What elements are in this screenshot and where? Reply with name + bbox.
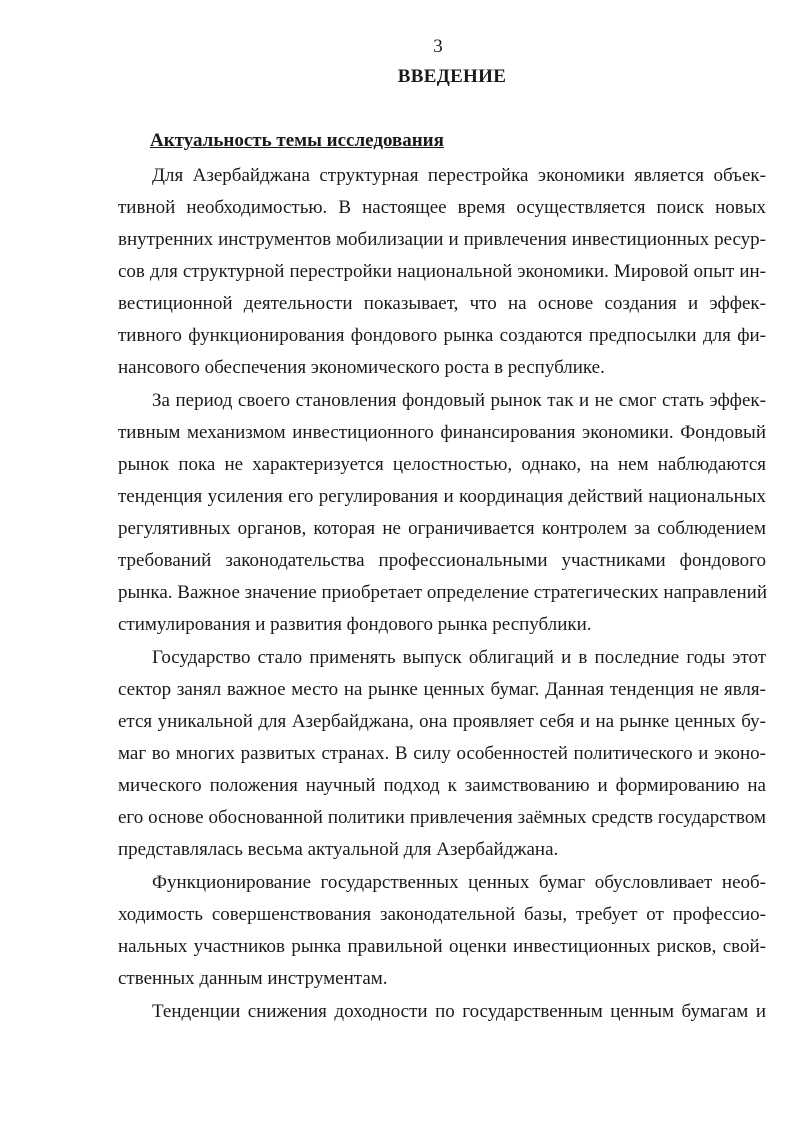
text-line: рынка. Важное значение приобретает определение стратегических направлений bbox=[118, 582, 767, 603]
text-line: стимулирования и развития фондового рынка республики. bbox=[118, 614, 592, 635]
text-line: Государство стало применять выпуск облигаций и в последние годы этот bbox=[152, 647, 766, 668]
text-line: маг во многих развитых странах. В силу особенностей политического и эконо- bbox=[118, 743, 766, 764]
text-line: нальных участников рынка правильной оценки инвестиционных рисков, свой- bbox=[118, 936, 766, 957]
text-line: вестиционной деятельности показывает, что на основе создания и эффек- bbox=[118, 293, 766, 314]
text-line: сов для структурной перестройки национальной экономики. Мировой опыт ин- bbox=[118, 261, 766, 282]
text-line: тивной необходимостью. В настоящее время осуществляется поиск новых bbox=[118, 197, 766, 218]
text-line: ственных данным инструментам. bbox=[118, 968, 388, 989]
text-line: Тенденции снижения доходности по государственным ценным бумагам и bbox=[152, 1001, 766, 1022]
text-line: Функционирование государственных ценных бумаг обусловливает необ- bbox=[152, 872, 766, 893]
paragraph bbox=[118, 160, 766, 384]
text-line: требований законодательства профессиональными участниками фондового bbox=[118, 550, 766, 571]
paragraph bbox=[118, 385, 766, 641]
text-line: мического положения научный подход к заимствованию и формированию на bbox=[118, 775, 766, 796]
section-heading: ВВЕДЕНИЕ bbox=[397, 66, 507, 87]
text-line: представлялась весьма актуальной для Азербайджана. bbox=[118, 839, 559, 860]
text-line: внутренних инструментов мобилизации и привлечения инвестиционных ресур- bbox=[118, 229, 766, 250]
paragraph bbox=[118, 867, 766, 995]
text-line: тенденция усиления его регулирования и координация действий национальных bbox=[118, 486, 766, 507]
body-text bbox=[118, 160, 766, 1029]
text-line: нансового обеспечения экономического роста в республике. bbox=[118, 357, 605, 378]
text-line: тивным механизмом инвестиционного финансирования экономики. Фондовый bbox=[118, 422, 766, 443]
page-number: 3 bbox=[433, 36, 443, 57]
text-line: Для Азербайджана структурная перестройка экономики является объек- bbox=[152, 165, 766, 186]
text-line: рынок пока не характеризуется целостностью, однако, на нем наблюдаются bbox=[118, 454, 766, 475]
text-line: тивного функционирования фондового рынка создаются предпосылки для фи- bbox=[118, 325, 766, 346]
subsection-heading: Актуальность темы исследования bbox=[150, 130, 444, 151]
text-line: За период своего становления фондовый рынок так и не смог стать эффек- bbox=[152, 390, 766, 411]
paragraph bbox=[118, 996, 766, 1028]
text-line: его основе обоснованной политики привлечения заёмных средств государством bbox=[118, 807, 766, 828]
text-line: регулятивных органов, которая не ограничивается контролем за соблюдением bbox=[118, 518, 766, 539]
text-line: ется уникальной для Азербайджана, она проявляет себя и на рынке ценных бу- bbox=[118, 711, 766, 732]
paragraph bbox=[118, 642, 766, 866]
text-line: ходимость совершенствования законодательной базы, требует от профессио- bbox=[118, 904, 766, 925]
text-line: сектор занял важное место на рынке ценных бумаг. Данная тенденция не явля- bbox=[118, 679, 766, 700]
